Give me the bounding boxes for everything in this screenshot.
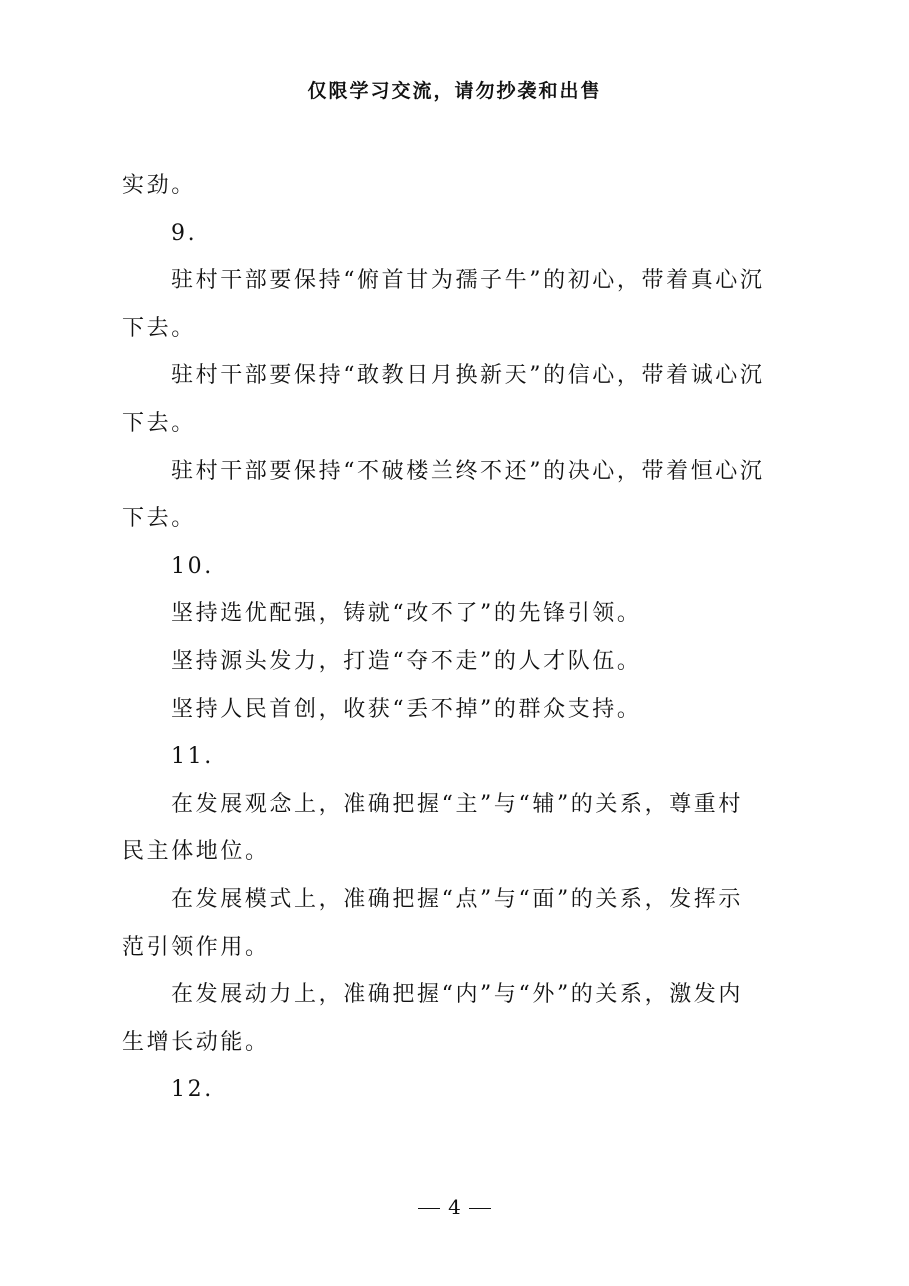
text-line: 生增长动能。	[122, 1029, 270, 1055]
section-number-10: 10.	[171, 553, 214, 579]
text-line: 坚持人民首创，收获“丢不掉”的群众支持。	[171, 696, 642, 722]
footer-dash-left	[418, 1208, 440, 1209]
text-line: 在发展动力上，准确把握“内”与“外”的关系，激发内	[171, 982, 743, 1008]
text-line: 驻村干部要保持“俯首甘为孺子牛”的初心，带着真心沉	[171, 268, 765, 294]
text-line: 下去。	[122, 506, 196, 532]
text-line: 驻村干部要保持“敢教日月换新天”的信心，带着诚心沉	[171, 363, 765, 389]
text-line: 在发展模式上，准确把握“点”与“面”的关系，发挥示	[171, 886, 743, 912]
document-body	[122, 162, 794, 1114]
text-line: 民主体地位。	[122, 839, 270, 865]
text-line: 坚持选优配强，铸就“改不了”的先锋引领。	[171, 601, 642, 627]
section-number-9: 9.	[171, 220, 198, 246]
text-line: 坚持源头发力，打造“夺不走”的人才队伍。	[171, 648, 642, 674]
text-line: 范引领作用。	[122, 934, 270, 960]
text-line: 下去。	[122, 315, 196, 341]
footer-dash-right	[469, 1208, 491, 1209]
text-line: 实劲。	[122, 173, 196, 198]
page-footer	[0, 1192, 909, 1222]
text-line: 在发展观念上，准确把握“主”与“辅”的关系，尊重村	[171, 791, 743, 817]
header-notice: 仅限学习交流，请勿抄袭和出售	[307, 80, 602, 102]
text-line: 驻村干部要保持“不破楼兰终不还”的决心，带着恒心沉	[171, 458, 765, 484]
page-number: 4	[448, 1195, 461, 1219]
section-number-12: 12.	[171, 1077, 214, 1103]
text-line: 下去。	[122, 410, 196, 436]
section-number-11: 11.	[171, 744, 214, 770]
